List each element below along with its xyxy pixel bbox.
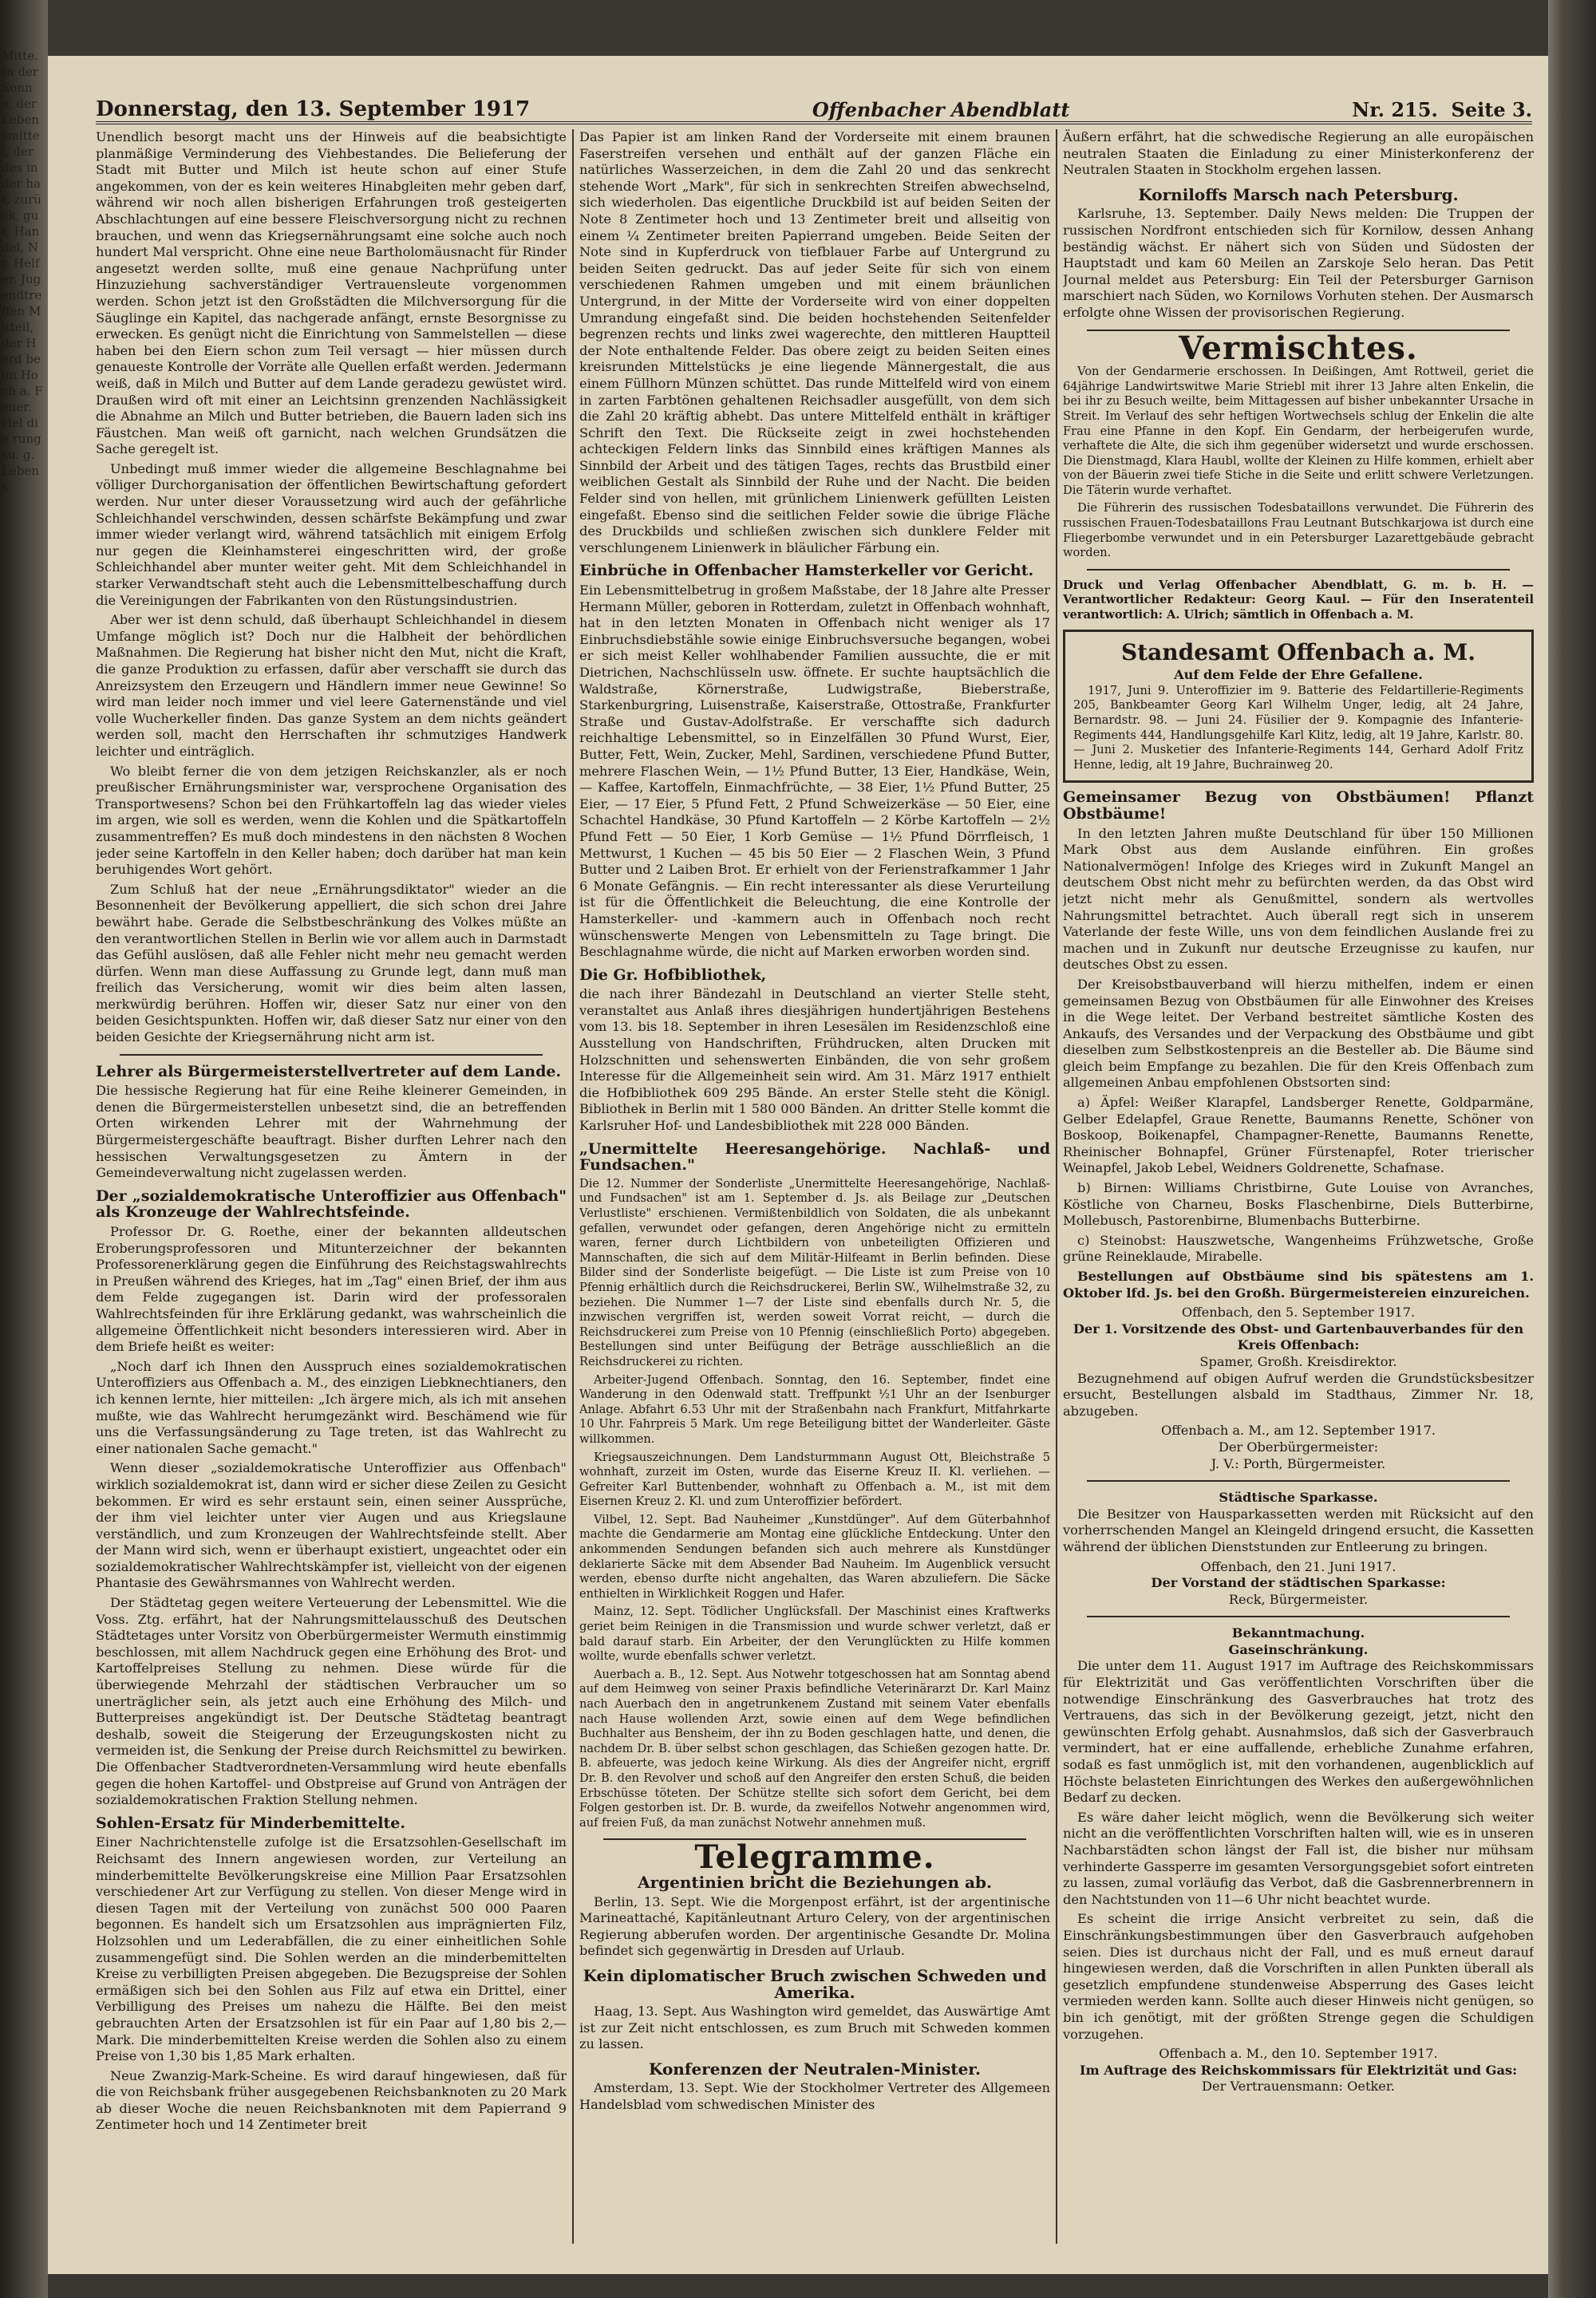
article-headline: Kein diplomatischer Bruch zwischen Schweden und Amerika. <box>583 1965 1047 2002</box>
article-headline: „Unermittelte Heeresangehörige. Nachlaß- und Fundsachen." <box>579 1139 1050 1175</box>
signature-org: Im Auftrage des Reichskommissars für Elektrizität und Gas: <box>1079 2062 1518 2078</box>
article-paragraph: Von der Gendarmerie erschossen. In Deißingen, Amt Rottweil, geriet die 64jährige Landwirtswitwe Marie Striebl mit ihrer 13 Jahre alten Enkelin, die bei ihr zu Besuch weilte, beim Mittagessen auf bisher unbekannter Ursache in Streit. Im Verlauf des sehr heftigen Wortwechsels schlug der Enkelin die alte Frau eine Pfanne in den Kopf. Ein Gendarm, der herbeigerufen wurde, verhaftete die Alte, die sich ihm gegenüber widersetzt und wurde erschossen. Die Dienstmagd, Klara Haubl, wollte der Kleinen zu Hilfe kommen, erhielt aber von der Bäuerin zwei tiefe Stiche in die Seite und erlitt schwere Verletzungen. Die Täterin wurde verhaftet. <box>1063 365 1534 497</box>
article-paragraph: Wenn dieser „sozialdemokratische Unteroffizier aus Offenbach" wirklich sozialdemokrat ist, dann wird er sicher diese Zeilen zu Gesicht bekommen. Er wird es sehr erstaunt sein, einen seiner Aussprüche, der ihm viel leichter unter vier Augen und aus Kriegslaune verständlich, und zum Kronzeugen der Wahlrechtsfeinde stellt. Aber der Mann wird sich, wenn er überhaupt existiert, ungeachtet oder ein sozialdemokratischer Wahlrechtskämpfer ist, vielleicht von der eigenen Phantasie des Gewährsmannes von Wahlrecht werden. <box>96 1460 567 1591</box>
divider <box>1087 1616 1510 1617</box>
article-headline: Städtische Sparkasse. <box>1219 1490 1378 1506</box>
box-subheadline: Auf dem Felde der Ehre Gefallene. <box>1174 667 1423 683</box>
signature-name: J. V.: Porth, Bürgermeister. <box>1211 1455 1386 1471</box>
article-paragraph: Kriegsauszeichnungen. Dem Landsturmmann August Ott, Bleichstraße 5 wohnhaft, zurzeit im Osten, wurde das Eiserne Kreuz II. Kl. verliehen. — Gefreiter Karl Buttenbender, wohnhaft zu Offenbach a. M., ist mit dem Eisernen Kreuz 2. Kl. und zum Unteroffizier befördert. <box>579 1450 1050 1509</box>
column-rule <box>1056 129 1057 2244</box>
divider <box>120 1054 543 1056</box>
column-1 <box>96 129 567 2244</box>
article-paragraph: Professor Dr. G. Roethe, einer der bekannten alldeutschen Eroberungsprofessoren und Mitunterzeichner der bekannten Professorenerklärung gegen die Einführung des Reichstagswahlrechts in Preußen während des Krieges, hat im „Tag" einen Brief, der ihm aus dem Felde zugegangen ist. Darin wird der professoralen Wahlrechtsfeinden für ihre Erklärung gedankt, was wahrscheinlich die allgemeine Öffentlichkeit nicht besonders interessieren wird. Aber in dem Briefe heißt es weiter: <box>96 1224 567 1355</box>
signature-name: Spamer, Großh. Kreisdirektor. <box>1199 1353 1397 1369</box>
page-header <box>96 85 1532 124</box>
newspaper-name: Offenbacher Abendblatt <box>812 98 1070 121</box>
signature-place: Offenbach a. M., am 12. September 1917. <box>1160 1423 1436 1439</box>
article-paragraph: Wo bleibt ferner die von dem jetzigen Reichskanzler, als er noch preußischer Ernährungsminister war, versprochene Organisation des Transportwesens? Schon bei den Frühkartoffeln lag das wieder vieles im argen, wie soll es werden, wenn die Kohlen und die Spätkartoffeln zusammentreffen? Es muß doch mindestens in den nächsten 8 Wochen jeder seine Kartoffeln in den Keller haben; doch darüber hat man kein beruhigendes Wort gehört. <box>96 763 567 878</box>
article-headline: Korniloffs Marsch nach Petersburg. <box>1138 184 1459 204</box>
article-headline: Einbrüche in Offenbacher Hamsterkeller vor Gericht. <box>579 562 1034 580</box>
article-paragraph: Die 12. Nummer der Sonderliste „Unermittelte Heeresangehörige, Nachlaß- und Fundsachen" ist am 1. September d. Js. als Beilage zur „Deutschen Verlustliste" erschienen. Vermißtenbildlich von Soldaten, die als unbekannt gefallen, verwundet oder gefangen, deren Angehörige nicht zu ermitteln waren, ferner durch Lichtbildern von unbeteiligten Offizieren und Mannschaften, die sich auf dem Militär-Hilfeamt in Berlin befinden. Diese Bilder sind der Sonderliste beigefügt. — Die Liste ist zum Preise von 10 Pfennig erhältlich durch die Reichsdruckerei, Berlin SW., Wilhelmstraße 32, zu beziehen. Die Nummer 1—7 der Liste sind ebenfalls durch Nr. 5, die inzwischen vergriffen ist, werden soweit Vorrat reicht, — durch die Reichsdruckerei zum Preise von 10 Pfennig (einschließlich Porto) abgegeben. Bestellungen sind unter Beifügung der Beträge ausschließlich an die Reichsdruckerei zu richten. <box>579 1176 1050 1368</box>
divider <box>1087 1480 1510 1482</box>
article-paragraph: die nach ihrer Bändezahl in Deutschland an vierter Stelle steht, veranstaltet aus Anlaß ihres diesjährigen hundertjährigen Bestehens vom 13. bis 18. September in ihren Lesesälen im Residenzschloß eine Ausstellung von Handschriften, Frühdrucken, alten Drucken mit Holzschnitten und sehenswerten Einbänden, die von sehr großem Interesse für die Allgemeinheit sein wird. Am 31. März 1917 enthielt die Hofbibliothek 609 295 Bände. An erster Stelle steht die Königl. Bibliothek in Berlin mit 1 580 000 Bänden. An dritter Stelle kommt die Karlsruher Hof- und Landesbibliothek mit 228 000 Bänden. <box>579 986 1050 1134</box>
quote-paragraph: „Noch darf ich Ihnen den Ausspruch eines sozialdemokratischen Unteroffiziers aus Offenbach a. M., des einzigen Liebknechtianers, den ich kennen lernte, hier mitteilen: „Ich ärgere mich, als ich mit ansehen mußte, wie das Wahlrecht herumgezänkt wird. Beschämend wie für uns die Verfassungsänderung zu Tage treten, ist das Wahlrecht zu einer nationalen Sache gemacht." <box>96 1358 567 1456</box>
article-paragraph: Karlsruhe, 13. September. Daily News melden: Die Truppen der russischen Nordfront entschieden sich für Kornilow, dessen Anhang beständig wächst. Er nähert sich von Süden und Südosten der Hauptstadt und kam 60 Meilen an Zarskoje Selo heran. Das Petit Journal meldet aus Petersburg: Ein Teil der Petersburger Garnison marschiert nach Süden, wo Kornilows Vorhuten stehen. Der Ausmarsch erfolgte ohne Wissen der provisorischen Regierung. <box>1063 206 1534 320</box>
list-item: a) Äpfel: Weißer Klarapfel, Landsberger Renette, Goldparmäne, Gelber Edelapfel, Graue Renette, Baumanns Renette, Schöner von Boskoop, Boikenapfel, Champagner-Renette, Baumanns Renette, Rheinischer Bohnapfel, Grüner Fürstenapfel, Roter trierischer Weinapfel, Jakob Lebel, Weidners Goldrenette, Schafnase. <box>1063 1095 1534 1176</box>
article-paragraph: Es scheint die irrige Ansicht verbreitet zu sein, daß die Einschränkungsbestimmungen über den Gasverbrauch aufgehoben seien. Dies ist durchaus nicht der Fall, und es muß erneut darauf hingewiesen werden, daß die Vorschriften in allen Punkten überall als gesetzlich empfundene stundenweise Absperrung des Gases leicht vermieden werden kann. Sollte auch dieser Hinweis nicht genügen, so bin ich genötigt, mit der größten Strenge gegen die Schuldigen vorzugehen. <box>1063 1911 1534 2042</box>
signature-org: Der 1. Vorsitzende des Obst- und Gartenbauverbandes für den Kreis Offenbach: <box>1073 1321 1524 1353</box>
article-headline: Bekanntmachung. <box>1231 1625 1365 1641</box>
article-paragraph: Berlin, 13. Sept. Wie die Morgenpost erfährt, ist der argentinische Marineattaché, Kapitänleutnant Arturo Celery, von der argentinischen Regierung abberufen worden. Der argentinische Gesandte Dr. Molina befindet sich gegenwärtig in Dresden auf Urlaub. <box>579 1893 1050 1959</box>
page-number: Nr. 215. Seite 3. <box>1352 98 1532 121</box>
signature-name: Reck, Bürgermeister. <box>1228 1591 1369 1607</box>
box-headline: Standesamt Offenbach a. M. <box>1120 638 1476 665</box>
article-headline: Die Gr. Hofbibliothek, <box>579 965 767 984</box>
section-headline-vermischtes: Vermischtes. <box>1179 329 1418 367</box>
book-binding <box>0 0 48 2298</box>
article-subheadline: Gaseinschränkung. <box>1228 1641 1369 1657</box>
signature-place: Offenbach, den 5. September 1917. <box>1181 1305 1416 1321</box>
article-paragraph: Einer Nachrichtenstelle zufolge ist die Ersatzsohlen-Gesellschaft im Reichsamt des Innern angewiesen worden, zur Verteilung an minderbemittelte Bevölkerungskreise eine Million Paar Ersatzsohlen verschiedener Art zur Verfügung zu stellen. Von dieser Menge wird in diesen Tagen mit der Verteilung von zunächst 500 000 Paaren begonnen. Es handelt sich um Ersatzsohlen aus imprägnierten Filz, Holzsohlen und um Lederabfällen, die zu einer einheitlichen Sohle zusammengefügt sind. Die Sohlen werden an die minderbemittelten Kreise zu verbilligten Preisen abgegeben. Die Bezugspreise der Sohlen ermäßigen sich bei den Sohlen aus Filz auf etwa ein Drittel, einer Verbilligung des Preises um nahezu die Hälfte. Bei den meist gebrauchten Arten der Ersatzsohlen ist für ein Paar auf 1,80 bis 2,— Mark. Die minderbemittelten Kreise werden die Sohlen also zu einem Preise von 1,30 bis 1,85 Mark erhalten. <box>96 1834 567 2064</box>
section-headline-telegramme: Telegramme. <box>694 1838 935 1877</box>
article-paragraph: Äußern erfährt, hat die schwedische Regierung an alle europäischen neutralen Staaten die Einladung zu einer Ministerkonferenz der Neutralen Staaten in Stockholm ergehen lassen. <box>1063 129 1534 178</box>
article-paragraph: Amsterdam, 13. Sept. Wie der Stockholmer Vertreter des Allgemeen Handelsblad vom schwedischen Minister des <box>579 2080 1050 2113</box>
article-paragraph: Bestellungen auf Obstbäume sind bis spätestens am 1. Oktober lfd. Js. bei den Großh. Bürgermeistereien einzureichen. <box>1063 1269 1534 1301</box>
article-headline: Der „sozialdemokratische Unteroffizier aus Offenbach" als Kronzeuge der Wahlrechtsfeinde. <box>96 1187 567 1222</box>
article-headline: Lehrer als Bürgermeisterstellvertreter auf dem Lande. <box>96 1062 562 1080</box>
book-page-edge <box>1548 0 1596 2298</box>
adjacent-page-text: Mitte. In der Sonne, der Lebensmittel, der des in der hat, zurück, gut, Handel, Nr. Helfer. Jugendtreffen Mitteil, der Herd beim Hoch a. Feuer. Hel die rungsu. g. Lebens <box>2 49 43 494</box>
article-headline: Gemeinsamer Bezug von Obstbäumen! Pflanzt Obstbäume! <box>1063 788 1534 823</box>
article-paragraph: Die Besitzer von Hausparkassetten werden mit Rücksicht auf den vorherrschenden Mangel an Kleingeld dringend ersucht, die Kassetten während der üblichen Dienststunden zur Entleerung zu bringen. <box>1063 1506 1534 1554</box>
article-paragraph: Unbedingt muß immer wieder die allgemeine Beschlagnahme bei völliger Durchorganisation der öffentlichen Bewirtschaftung gefordert werden. Nur unter dieser Voraussetzung wird auch der gefährliche Schleichhandel verschwinden, dessen schärfste Bekämpfung und zwar immer wieder verlangt wird, während tatsächlich mit einigem Erfolg nur gegen die Kleinhamsterei eingeschritten wird, der große Schleichhandel aber munter weiter geht. Mit dem Schleichhandel in starker Verwandtschaft steht auch die Lebensmittelbeschaffung durch die Vereinigungen der Fabrikanten von den Rüstungsindustrien. <box>96 460 567 608</box>
date-line: Donnerstag, den 13. September 1917 <box>96 97 531 121</box>
article-paragraph: In den letzten Jahren mußte Deutschland für über 150 Millionen Mark Obst aus dem Auslande einführen. Ein großes Nationalvermögen! Infolge des Krieges wird in Zukunft Mangel an deutschem Obst nicht mehr zu befürchten werden, da das Obst wird jetzt nicht mehr als Genußmittel, sondern als wertvolles Nahrungsmittel betrachtet. Auch überall regt sich in unserem Vaterlande der feste Wille, uns von dem feindlichen Auslande frei zu machen und in Zukunft nur deutsche Erzeugnisse zu kaufen, nur deutsches Obst zu essen. <box>1063 825 1534 973</box>
article-paragraph: Die unter dem 11. August 1917 im Auftrage des Reichskommissars für Elektrizität und Gas veröffentlichten Vorschriften über die notwendige Einschränkung des Gasverbrauches hat trotz des Vertrauens, das sich in der Bevölkerung gezeigt, jetzt, nicht den gewünschten Erfolg gehabt. Ausnahmslos, daß sich der Gasverbrauch vermindert, hat er eine auffallende, erhebliche Zunahme erfahren, sodaß es fast unmöglich ist, mit den vorhandenen, augenblicklich auf Höchste belasteten Einrichtungen des Werkes den außergewöhnlichen Bedarf zu decken. <box>1063 1658 1534 1806</box>
signature-name: Der Vertrauensmann: Oetker. <box>1202 2079 1395 2095</box>
signature-place: Offenbach, den 21. Juni 1917. <box>1200 1558 1396 1574</box>
article-paragraph: Arbeiter-Jugend Offenbach. Sonntag, den 16. September, findet eine Wanderung in den Odenwald statt. Treffpunkt ½1 Uhr an der Isenburger Anlage. Abfahrt 6.53 Uhr mit der Straßenbahn nach Frankfurt, Mitfahrkarte 10 Uhr. Fahrpreis 5 Mark. Um rege Beteiligung bittet der Wanderleiter. Gäste willkommen. <box>579 1372 1050 1446</box>
article-paragraph: Zum Schluß hat der neue „Ernährungsdiktator" wieder an die Besonnenheit der Bevölkerung appelliert, die sich schon drei Jahre bewährt habe. Gerade die Selbstbeschränkung des Volkes müßte an den verantwortlichen Stellen in Berlin wie vor allem auch in Darmstadt das Gefühl auslösen, daß alle Fehler nicht mehr neu gemacht werden dürfen. Wenn man diese Auffassung zu Grunde legt, dann muß man freilich das Versicherung, womit wir dies beim alten lassen, merkwürdig berühren. Hoffen wir, dieser Satz nur einer von den beiden Gesichtspunkten. Hoffen wir, daß dieser Satz nur einer von den beiden Gesichte der Kriegsernährung nicht arm ist. <box>96 881 567 1045</box>
imprint: Druck und Verlag Offenbacher Abendblatt, G. m. b. H. — Verantwortlicher Redakteur: Georg Kaul. — Für den Inseratenteil verantwortlich: A. Ulrich; sämtlich in Offenbach a. M. <box>1063 578 1534 622</box>
article-paragraph: Ein Lebensmittelbetrug in großem Maßstabe, der 18 Jahre alte Presser Hermann Müller, geboren in Rotterdam, zuletzt in Offenbach wohnhaft, hat in den letzten Monaten in Offenbach nicht weniger als 17 Einbruchsdiebstähle sowie einige Einbruchsversuche begangen, wobei er sich meist Keller wohlhabender Familien aussuchte, die er mit Dietrichen, Nachschlüsseln usw. öffnete. Er suchte hauptsächlich die Waldstraße, Körnerstraße, Ludwigstraße, Bieberstraße, Starkenburgring, Luisenstraße, Kaiserstraße, Ottostraße, Frankfurter Straße und Gustav-Adolfstraße. Er verschaffte sich dadurch reichhaltige Lebensmittel, so in Einzelfällen 30 Pfund Wurst, Eier, Butter, Fett, Wein, Zucker, Mehl, Sardinen, verschiedene Pfund Butter, mehrere Flaschen Wein, — 1½ Pfund Butter, 13 Eier, Handkäse, Wein, — Kaffee, Kartoffeln, Einmachfrüchte, — 38 Eier, 1½ Pfund Butter, 25 Eier, — 17 Eier, 5 Pfund Fett, 2 Pfund Schweizerkäse — 50 Eier, eine Schachtel Handkäse, 30 Pfund Kartoffeln — 2 Körbe Kartoffeln — 2½ Pfund Fett — 50 Eier, 1 Korb Gemüse — 1½ Pfund Dörrfleisch, 1 Mettwurst, 1 Kuchen — 45 bis 50 Eier — 2 Flaschen Wein, 3 Pfund Butter und 2 Laiben Brot. Er erhielt von der Ferienstrafkammer 1 Jahr 6 Monate Gefängnis. — Ein recht interessanter als diese Verurteilung ist für die Öffentlichkeit die Beleuchtung, die eine Kontrolle der Hamsterkeller- und -kammern auch in Offenbach noch recht wünschenswerte Mengen von Lebensmitteln zu Tage bringt. Die Beschlagnahme würde, die nicht auf Marken erworben worden sind. <box>579 582 1050 960</box>
article-paragraph: Der Städtetag gegen weitere Verteuerung der Lebensmittel. Wie die Voss. Ztg. erfährt, hat der Nahrungsmittelausschuß des Deutschen Städtetages unter Vorsitz von Oberbürgermeister Wermuth einstimmig beschlossen, mit allem Nachdruck gegen eine Erhöhung des Brot- und Kartoffelpreises Stellung zu nehmen. Diese würde für die überwiegende Mehrzahl der städtischen Verbraucher um so unerträglicher sein, als jetzt auch eine Erhöhung des Milch- und Butterpreises angekündigt ist. Der Deutsche Städtetag beantragt deshalb, soweit die Steigerung der Erzeugungskosten nicht zu vermeiden ist, die Senkung der Preise durch Reichsmittel zu bewirken. Die Offenbacher Stadtverordneten-Versammlung wird heute ebenfalls gegen die hohen Kartoffel- und Obstpreise auf Grund von Anträgen der sozialdemokratischen Fraktion Stellung nehmen. <box>96 1595 567 1808</box>
article-paragraph: Haag, 13. Sept. Aus Washington wird gemeldet, das Auswärtige Amt ist zur Zeit nicht entschlossen, es zum Bruch mit Schweden kommen zu lassen. <box>579 2004 1050 2052</box>
article-paragraph: Bezugnehmend auf obigen Aufruf werden die Grundstücksbesitzer ersucht, Bestellungen alsbald im Stadthaus, Zimmer Nr. 18, abzugeben. <box>1063 1370 1534 1419</box>
column-2 <box>579 129 1050 2244</box>
column-rule <box>572 129 574 2244</box>
article-headline: Sohlen-Ersatz für Minderbemittelte. <box>96 1814 405 1832</box>
newspaper-page <box>48 56 1548 2274</box>
article-paragraph: Aber wer ist denn schuld, daß überhaupt Schleichhandel in diesem Umfange möglich ist? Doch nur die Halbheit der behördlichen Maßnahmen. Die Regierung hat bisher nicht den Mut, nicht die Kraft, die ganze Produktion zu erfassen, dafür aber verschafft sie durch das Anreizsystem den Erzeugern und Händlern immer neue Gewinne! So wird man leider noch immer und viel leere Gaternenstände und viel volle Wucherkeller finden. Das ganze System an dem nichts geändert werden soll, macht den Herrschaften ihr schmutziges Handwerk leichter und einträglich. <box>96 612 567 759</box>
divider <box>1087 569 1510 571</box>
box-text: 1917, Juni 9. Unteroffizier im 9. Batterie des Feldartillerie-Regiments 205, Bankbeamter Georg Karl Wilhelm Unger, ledig, alt 24 Jahre, Bernardstr. 98. — Juni 24. Füsilier der 9. Kompagnie des Infanterie-Regiments 444, Handlungsgehilfe Karl Klitz, ledig, alt 19 Jahre, Karlstr. 80. — Juni 2. Musketier des Infanterie-Regiments 144, Gerhard Adolf Fritz Henne, ledig, alt 19 Jahre, Buchrainweg 20. <box>1073 683 1523 772</box>
article-paragraph: Die Führerin des russischen Todesbataillons verwundet. Die Führerin des russischen Frauen-Todesbataillons Frau Leutnant Butschkarjowa ist durch eine Fliegerbombe verwundet und in ein Petersburger Lazarettgebäude gebracht worden. <box>1063 501 1534 560</box>
list-item: c) Steinobst: Hauszwetsche, Wangenheims Frühzwetsche, Große grüne Reineklaude, Mirabelle. <box>1063 1232 1534 1265</box>
article-paragraph: Die hessische Regierung hat für eine Reihe kleinerer Gemeinden, in denen die Bürgermeisterstellen unbesetzt sind, die an betreffenden Orten wirkenden Lehrer mit der Wahrnehmung der Bürgermeistergeschäfte beauftragt. Bisher durften Lehrer nach den hessischen Verwaltungsgesetzen zu Ämtern in der Gemeindeverwaltung nicht zugelassen werden. <box>96 1083 567 1181</box>
article-paragraph: Es wäre daher leicht möglich, wenn die Bevölkerung sich weiter nicht an die veröffentlichten Vorschriften halten will, wie es in unseren Nachbarstädten schon längst der Fall ist, die bisher nur mühsam verhinderte Gassperre im gesamten Versorgungsgebiet sofort eintreten zu lassen, zumal vorläufig das Verbot, daß die Gasbrennerbrennern in den Nachtstunden von 11—6 Uhr nicht beachtet wurde. <box>1063 1809 1534 1907</box>
signature-org: Der Vorstand der städtischen Sparkasse: <box>1151 1575 1446 1591</box>
article-paragraph: Der Kreisobstbauverband will hierzu mithelfen, indem er einen gemeinsamen Bezug von Obstbäumen für alle Einwohner des Kreises in die Wege leitet. Der Verband bestreitet sämtliche Kosten des Ankaufs, des Versandes und der Verpackung des Obstbäume und gibt dieselben zum Selbstkostenpreis an die Besteller ab. Die Bäume sind gleich beim Empfange zu bezahlen. Die für den Kreis Offenbach zum allgemeinen Anbau empfohlenen Obstsorten sind: <box>1063 976 1534 1091</box>
article-headline: Argentinien bricht die Beziehungen ab. <box>638 1872 992 1892</box>
signature-org: Der Oberbürgermeister: <box>1218 1439 1379 1455</box>
article-paragraph: Unendlich besorgt macht uns der Hinweis auf die beabsichtigte planmäßige Verminderung des Viehbestandes. Die Belieferung der Stadt mit Butter und Milch ist heute schon auf einer Stufe angekommen, von der es kein weiteres Hinabgleiten mehr geben darf, während wir noch allen bisherigen Erfahrungen troß gesteigerten Abschlachtungen auf eine bessere Fleischversorgung nicht zu rechnen brauchen, und wenn das Kriegsernährungsamt eine solche auch noch hundert Mal verspricht. Ohne eine neue Bartholomäusnacht für Rinder angesetzt werden sollte, muß eine genaue Nachprüfung unter Hinzuziehung sachverständiger Vertrauensleute vorgenommen werden. Schon jetzt ist den Großstädten die Milchversorgung für die Säuglinge ein Kapitel, das nachgerade anfängt, ernste Besorgnisse zu erwecken. Es genügt nicht die Einrichtung von Sammelstellen — diese haben bei den Eiern schon zum Teil versagt — hier müssen durch genaueste Kontrolle der Vorräte alle Quellen erfaßt werden. Jedermann weiß, daß in Milch und Butter auf dem Lande geradezu gewüstet wird. Draußen wird oft mit einer an Leichtsinn grenzenden Nachlässigkeit die Abnahme an Milch und Butter betrieben, die Bauern laden sich ins Fäustchen. Man weiß oft garnicht, nach welchen Grundsätzen die Sache geregelt ist. <box>96 129 567 457</box>
article-paragraph: Das Papier ist am linken Rand der Vorderseite mit einem braunen Faserstreifen versehen und enthält auf der ganzen Fläche ein natürliches Wasserzeichen, in dem die Zahl 20 und das senkrecht stehende Wort „Mark", für sich in senkrechten Streifen abwechselnd, sich wiederholen. Das eigentliche Druckbild ist auf beiden Seiten der Note 8 Zentimeter hoch und 13 Zentimeter breit und allseitig von einem ¼ Zentimeter breiten Papierrand umgeben. Beide Seiten der Note sind in Kupferdruck von tiefblauer Farbe auf Untergrund zu beiden Seiten gedruckt. Das auf jeder Seite für sich von einem verschiedenen Rahmen umgeben und mit einem bräunlichen Untergrund, in der Mitte der Vorderseite wird von einer doppelten Umrandung eingefaßt sind. Die beiden hochstehenden Seitenfelder begrenzen rechts und links zwei wagerechte, den mittleren Hauptteil der Note enthaltende Felder. Das obere zeigt zu beiden Seiten eines kreisrunden Mittelstücks je eine liegende Männergestalt, die aus einem Füllhorn Münzen schüttet. Das runde Mittelfeld wird von einem in zarten Farbtönen gehaltenen Reichsadler ausgefüllt, von dem sich die Zahl 20 kräftig abhebt. Das untere Mittelfeld enthält in kräftiger Schrift den Text. Die Rückseite zeigt in zwei hochstehenden achteckigen Feldern links das Sinnbild eines kräftigen Mannes als Sinnbild der Arbeit und des tätigen Tages, rechts das Brustbild einer weiblichen Gestalt als Sinnbild der Ruhe und der Nacht. Die beiden Felder sind von hellen, mit grünlichem Linienwerk gefüllten Leisten eingefaßt. Ebenso sind die seitlichen Felder sowie die übrige Fläche des Druckbilds und schließen zwischen sich dunklere Felder mit verschlungenem Linienwerk in bläulicher Färbung ein. <box>579 129 1050 555</box>
article-paragraph: Neue Zwanzig-Mark-Scheine. Es wird darauf hingewiesen, daß für die von Reichsbank früher ausgegebenen Reichsbanknoten zu 20 Mark ab dieser Woche die neuen Reichsbanknoten mit dem Papierrand 9 Zentimeter hoch und 14 Zentimeter breit <box>96 2067 567 2133</box>
column-3 <box>1063 129 1534 2244</box>
article-paragraph: Auerbach a. B., 12. Sept. Aus Notwehr totgeschossen hat am Sonntag abend auf dem Heimweg von seiner Praxis befindliche Veterinärarzt Dr. Karl Mainz nach Auerbach den in angetrunkenem Zustand mit seinem Vater ebenfalls nach Hause wollenden Arzt, sowie einen auf dem Wege befindlichen Buchhalter aus Bensheim, der ihn zu Boden geschlagen hatte, und denen, die nachdem Dr. B. über selbst schon geschlagen, das Schießen gezogen hatte. Dr. B. abfeuerte, was jedoch keine Wirkung. Als dies der Angreifer nicht, ergriff Dr. B. den Revolver und schoß auf den Angreifer den ersten Schuß, die beiden Erbschüsse töteten. Der Schütze stellte sich sofort dem Gericht, bei dem Folgen gestorben ist. Dr. B. wurde, da zweifellos Notwehr angenommen wird, auf freien Fuß, da man zunächst Notwehr annehmen muß. <box>579 1667 1050 1830</box>
article-paragraph: Mainz, 12. Sept. Tödlicher Unglücksfall. Der Maschinist eines Kraftwerks geriet beim Reinigen in die Transmission und wurde schwer verletzt, daß er bald darauf starb. Ein Arbeiter, der den Verunglückten zu Hilfe kommen wollte, wurde ebenfalls schwer verletzt. <box>579 1605 1050 1664</box>
signature-place: Offenbach a. M., den 10. September 1917. <box>1159 2046 1438 2062</box>
article-paragraph: Vilbel, 12. Sept. Bad Nauheimer „Kunstdünger". Auf dem Güterbahnhof machte die Gendarmerie am Montag eine glückliche Entdeckung. Unter den ankommenden Sendungen befanden sich auch mehrere als Kunstdünger deklarierte Säcke mit dem Absender Bad Nauheim. Im Augenblick versucht werden, ebenso durfte nicht angehalten, das Waren abzuliefern. Die Säcke enthielten in Wirklichkeit Roggen und Hafer. <box>579 1512 1050 1601</box>
article-headline: Konferenzen der Neutralen-Minister. <box>649 2059 981 2079</box>
standesamt-box <box>1063 630 1534 784</box>
list-item: b) Birnen: Williams Christbirne, Gute Louise von Avranches, Köstliche von Charneu, Bosks Flaschenbirne, Diels Butterbirne, Mollebusch, Pastorenbirne, Blumenbachs Butterbirne. <box>1063 1180 1534 1229</box>
